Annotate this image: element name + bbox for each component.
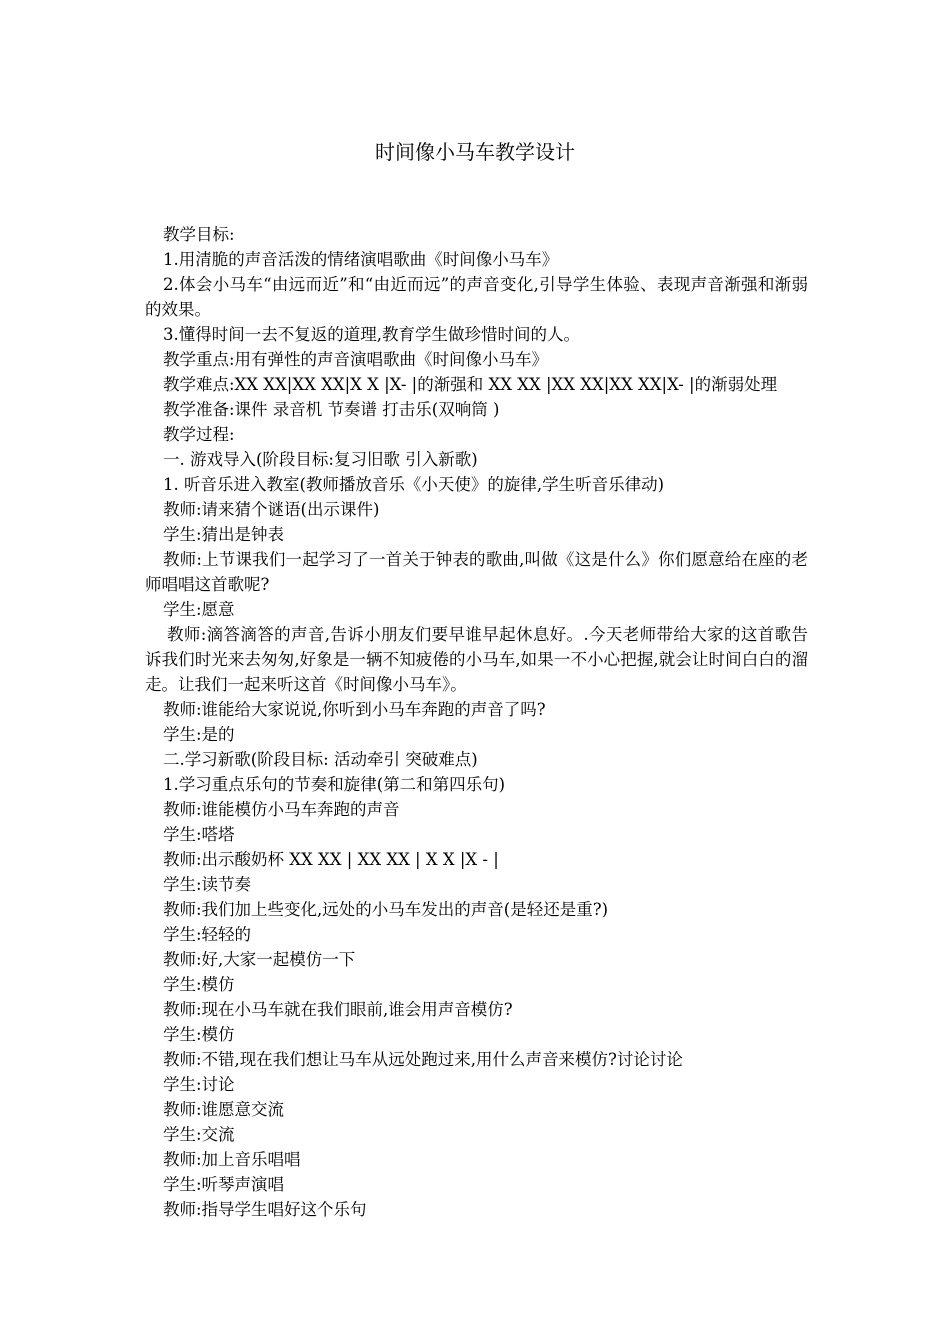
paragraph: 教师:好,大家一起模仿一下 (163, 950, 356, 969)
paragraph: 学生:听琴声演唱 (163, 1175, 285, 1194)
paragraph: 学生:轻轻的 (163, 925, 252, 944)
paragraph: 1.用清脆的声音活泼的情绪演唱歌曲《时间像小马车》 (163, 250, 559, 269)
paragraph: 3.懂得时间一去不复返的道理,教育学生做珍惜时间的人。 (163, 325, 580, 344)
paragraph: 教学准备:课件 录音机 节奏谱 打击乐(双响筒 ) (163, 400, 500, 419)
paragraph: 学生:嗒塔 (163, 825, 235, 844)
paragraph: 1.学习重点乐句的节奏和旋律(第二和第四乐句) (163, 775, 506, 794)
paragraph: 教师:我们加上些变化,远处的小马车发出的声音(是轻还是重?) (163, 900, 609, 919)
paragraph: 学生:模仿 (163, 1025, 235, 1044)
paragraph: 1. 听音乐进入教室(教师播放音乐《小天使》的旋律,学生听音乐律动) (163, 475, 665, 494)
paragraph: 教学重点:用有弹性的声音演唱歌曲《时间像小马车》 (163, 350, 549, 369)
paragraph: 学生:交流 (163, 1125, 235, 1144)
paragraph: 教师:现在小马车就在我们眼前,谁会用声音模仿? (163, 1000, 513, 1019)
paragraph: 教师:不错,现在我们想让马车从远处跑过来,用什么声音来模仿?讨论讨论 (163, 1050, 683, 1069)
paragraph: 教学目标: (163, 225, 235, 244)
paragraph: 教师:上节课我们一起学习了一首关于钟表的歌曲,叫做《这是什么》你们愿意给在座的老师唱唱这首歌呢? (145, 550, 808, 594)
paragraph: 教师:谁能模仿小马车奔跑的声音 (163, 800, 400, 819)
paragraph: 学生:愿意 (163, 600, 235, 619)
paragraph: 学生:猜出是钟表 (163, 525, 285, 544)
paragraph: 教师:谁愿意交流 (163, 1100, 285, 1119)
paragraph: 教学过程: (163, 425, 235, 444)
paragraph: 教师:请来猜个谜语(出示课件) (163, 500, 380, 519)
paragraph: 学生:是的 (163, 725, 235, 744)
paragraph: 学生:模仿 (163, 975, 235, 994)
paragraph: 一. 游戏导入(阶段目标:复习旧歌 引入新歌) (163, 450, 478, 469)
paragraph: 学生:讨论 (163, 1075, 235, 1094)
paragraph: 教师:滴答滴答的声音,告诉小朋友们要早谁早起休息好。.今天老师带给大家的这首歌告诉我们时光来去匆匆,好象是一辆不知疲倦的小马车,如果一不小心把握,就会让时间白白的溜走。让我们一起来听这首《时间像小马车》。 (145, 625, 808, 694)
paragraph: 教师:指导学生唱好这个乐句 (163, 1200, 367, 1219)
paragraph: 二.学习新歌(阶段目标: 活动牵引 突破难点) (163, 750, 478, 769)
paragraph: 教学难点:XX XX|XX XX|X X |X- |的渐强和 XX XX |XX XX|XX XX|X- |的渐弱处理 (163, 375, 778, 394)
paragraph: 教师:谁能给大家说说,你听到小马车奔跑的声音了吗? (163, 700, 546, 719)
paragraph: 教师:加上音乐唱唱 (163, 1150, 301, 1169)
paragraph: 学生:读节奏 (163, 875, 252, 894)
paragraph: 教师:出示酸奶杯 XX XX | XX XX | X X |X - | (163, 850, 499, 869)
paragraph: 2.体会小马车“由远而近”和“由近而远”的声音变化,引导学生体验、表现声音渐强和渐弱的效果。 (145, 275, 808, 319)
document-body (145, 222, 808, 1222)
document-title: 时间像小马车教学设计 (375, 140, 575, 164)
